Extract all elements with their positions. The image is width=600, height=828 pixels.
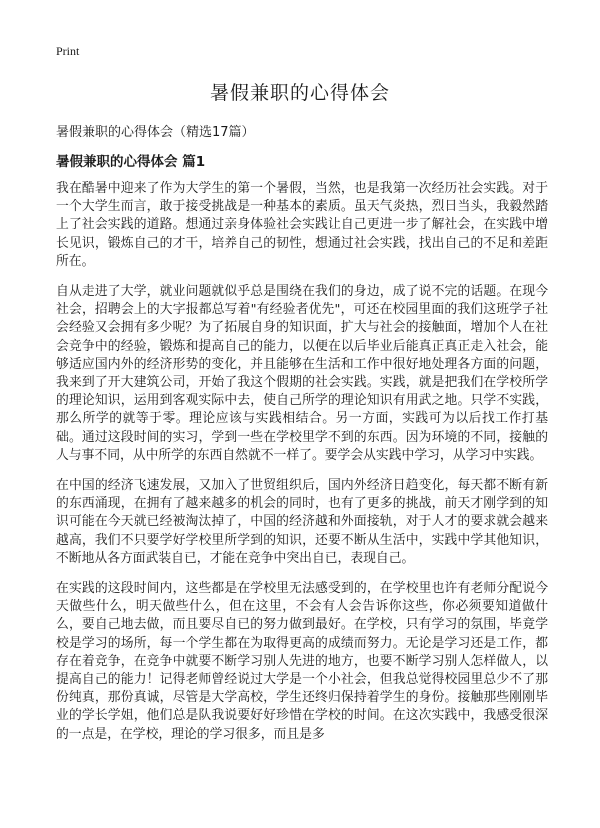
document-subtitle: 暑假兼职的心得体会（精选17篇） bbox=[56, 125, 255, 140]
paragraph-1: 我在酷暑中迎来了作为大学生的第一个暑假，当然，也是我第一次经历社会实践。对于一个大学生而言，敢于接受挑战是一种基本的素质。虽天气炎热，烈日当头，我毅然踏上了社会实践的道路。想通过亲身体验社会实践让自己更进一步了解社会，在实践中增长见识，锻炼自己的才干，培养自己的韧性，想通过社会实践，找出自己的不足和差距所在。 bbox=[56, 181, 548, 269]
page-title: 暑假兼职的心得体会 bbox=[209, 82, 390, 104]
section-heading: 暑假兼职的心得体会 篇1 bbox=[56, 154, 206, 170]
paragraph-4: 在实践的这段时间内，这些都是在学校里无法感受到的，在学校里也许有老师分配说今天做些什么，明天做些什么，但在这里，不会有人会告诉你这些，你必须要知道做什么，要自己地去做，而且要尽自已的努力做到最好。在学校，只有学习的氛围，毕竟学校是学习的场所，每一个学生都在为取得更高的成绩而努力。无论是学习还是工作，都存在着竞争，在竞争中就要不断学习别人先进的地方，也要不断学习别人怎样做人，以提高自己的能力！记得老师曾经说过大学是一个小社会，但我总觉得校园里总少不了那份纯真，那份真诚，尽管是大学高校，学生还终归保持着学生的身份。接触那些刚刚毕业的学长学姐，他们总是队我说要好好珍惜在学校的时间。在这次实践中，我感受很深的一点是，在学校，理论的学习很多，而且是多 bbox=[56, 581, 548, 742]
print-link[interactable]: Print bbox=[56, 44, 80, 58]
article-body bbox=[56, 180, 548, 756]
paragraph-3: 在中国的经济飞速发展，又加入了世贸组织后，国内外经济日趋变化，每天都不断有新的东西涌现，在拥有了越来越多的机会的同时，也有了更多的挑战，前天才刚学到的知识可能在今天就已经被淘汰掉了，中国的经济越和外面接轨，对于人才的要求就会越来越高，我们不只要学好学校里所学到的知识，还要不断从生活中，实践中学其他知识，不断地从各方面武装自已，才能在竞争中突出自已，表现自己。 bbox=[56, 478, 548, 566]
paragraph-2: 自从走进了大学，就业问题就似乎总是围绕在我们的身边，成了说不完的话题。在现今社会，招聘会上的大字报都总写着"有经验者优先"，可还在校园里面的我们这班学子社会经验又会拥有多少呢？为了拓展自身的知识面，扩大与社会的接触面，增加个人在社会竞争中的经验，锻炼和提高自己的能力，以便在以后毕业后能真正真正走入社会，能够适应国内外的经济形势的变化，并且能够在生活和工作中很好地处理各方面的问题，我来到了开大建筑公司，开始了我这个假期的社会实践。实践，就是把我们在学校所学的理论知识，运用到客观实际中去，使自己所学的理论知识有用武之地。只学不实践，那么所学的就等于零。理论应该与实践相结合。另一方面，实践可为以后找工作打基础。通过这段时间的实习，学到一些在学校里学不到的东西。因为环境的不同，接触的人与事不同，从中所学的东西自然就不一样了。要学会从实践中学习，从学习中实践。 bbox=[56, 284, 548, 463]
